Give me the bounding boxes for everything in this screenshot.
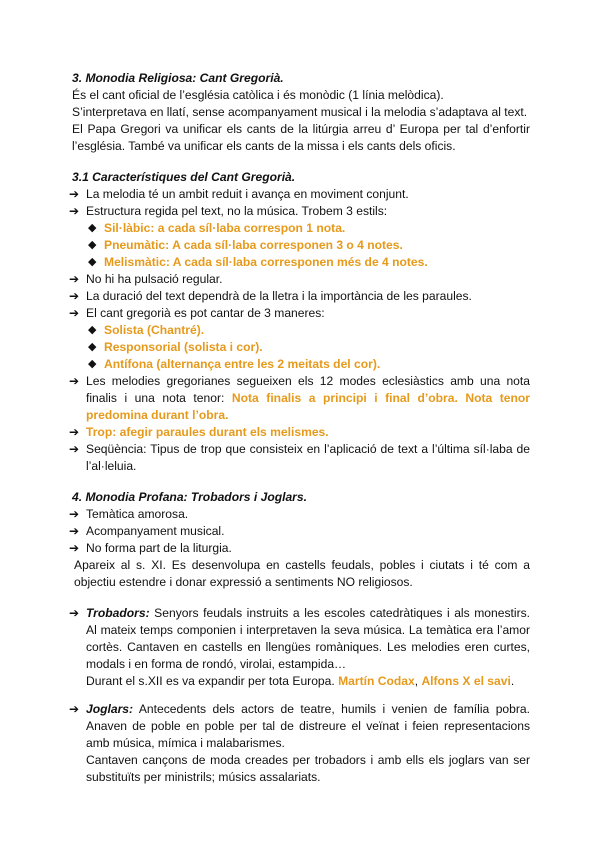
sub-bullet-item: ◆ Sil·làbic: a cada síl·laba correspon 1 nota. — [88, 221, 346, 235]
arrow-icon: ➔ — [69, 507, 80, 521]
bullet-item: ➔ Seqüència: Tipus de trop que consisteix en l’aplicació de text a l’última síl·laba de l’al·leluia. — [69, 442, 530, 473]
diamond-icon: ◆ — [88, 239, 97, 251]
arrow-icon: ➔ — [69, 272, 80, 286]
arrow-icon: ➔ — [69, 374, 80, 388]
diamond-icon: ◆ — [88, 256, 97, 268]
sub-bullet-item: ◆ Solista (Chantré). — [88, 323, 205, 337]
bullet-item: ➔ La melodia té un ambit reduit i avança en moviment conjunt. — [69, 187, 409, 201]
arrow-icon: ➔ — [69, 541, 80, 555]
name-link: Martín Codax — [338, 674, 415, 688]
trobadors-item: ➔ Trobadors: Senyors feudals instruits a les escoles catedràtiques i als monestirs. Al mateix temps componien i interpretaven la seva música. La temàtica era l’amor cortès. Cantaven en castells en llengües romàniques. Les melodies eren curtes, modals i en forma de rondó, virolai, estampida… — [69, 606, 530, 671]
arrow-icon: ➔ — [69, 606, 80, 620]
arrow-icon: ➔ — [69, 442, 80, 456]
trobadors-label: Trobadors: — [86, 606, 150, 620]
joglars-item: ➔ Joglars: Antecedents dels actors de teatre, humils i venien de família pobra. Anaven de poble en poble per tal de distreure el veïnat i feien representacions amb música, mímica i malabarismes. — [69, 702, 530, 750]
arrow-icon: ➔ — [69, 425, 80, 439]
highlight-text: Nota finalis a principi i final d’obra. Nota tenor predomina durant l’obra. — [86, 391, 530, 422]
bullet-item: ➔ No hi ha pulsació regular. — [69, 272, 223, 286]
joglars-label: Joglars: — [86, 702, 134, 716]
arrow-icon: ➔ — [69, 524, 80, 538]
document-page — [69, 70, 530, 786]
paragraph: Apareix al s. XI. Es desenvolupa en castells feudals, pobles i ciutats i té com a objectiu estendre i donar expressió a sentiments NO religiosos. — [74, 558, 530, 589]
bullet-item: ➔ La duració del text dependrà de la lletra i la importància de les paraules. — [69, 289, 472, 303]
diamond-icon: ◆ — [88, 341, 97, 353]
bullet-item: ➔ Estructura regida pel text, no la música. Trobem 3 estils: — [69, 204, 388, 218]
sub-bullet-item: ◆ Pneumàtic: A cada síl·laba corresponen 3 o 4 notes. — [88, 238, 403, 252]
paragraph: S’interpretava en llatí, sense acompanyament musical i la melodia s’adaptava al text. — [72, 105, 528, 119]
section-3-title: 3. Monodia Religiosa: Cant Gregorià. — [72, 71, 284, 85]
diamond-icon: ◆ — [88, 358, 97, 370]
name-link: Alfons X el savi — [421, 674, 511, 688]
bullet-item: ➔ El cant gregorià es pot cantar de 3 maneres: — [69, 306, 325, 320]
bullet-item: ➔ No forma part de la liturgia. — [69, 541, 232, 555]
arrow-icon: ➔ — [69, 187, 80, 201]
sub-bullet-item: ◆ Responsorial (solista i cor). — [88, 340, 263, 354]
diamond-icon: ◆ — [88, 222, 97, 234]
section-3-1-title: 3.1 Característiques del Cant Gregorià. — [72, 170, 296, 184]
arrow-icon: ➔ — [69, 306, 80, 320]
joglars-followup: Cantaven cançons de moda creades per trobadors i amb ells els joglars van ser substituïts per ministrils; músics assalariats. — [86, 753, 530, 784]
arrow-icon: ➔ — [69, 289, 80, 303]
bullet-item: ➔ Temàtica amorosa. — [69, 507, 189, 521]
bullet-item: ➔ Acompanyament musical. — [69, 524, 225, 538]
arrow-icon: ➔ — [69, 204, 80, 218]
paragraph: El Papa Gregori va unificar els cants de la litúrgia arreu d’ Europa per tal d’enfortir l’església. També va unificar els cants de la missa i els cants dels oficis. — [72, 122, 530, 153]
sub-bullet-item: ◆ Melismàtic: A cada síl·laba corresponen més de 4 notes. — [88, 255, 428, 269]
trobadors-followup: Durant el s.XII es va expandir per tota Europa. Martín Codax, Alfons X el savi. — [86, 674, 515, 688]
arrow-icon: ➔ — [69, 702, 80, 716]
diamond-icon: ◆ — [88, 324, 97, 336]
bullet-item: ➔ Trop: afegir paraules durant els melismes. — [69, 425, 329, 439]
sub-bullet-item: ◆ Antífona (alternança entre les 2 meitats del cor). — [88, 357, 381, 371]
bullet-item: ➔ Les melodies gregorianes segueixen els 12 modes eclesiàstics amb una nota finalis i una nota tenor: Nota finalis a principi i final d’obra. Nota tenor predomina durant l’obra. — [69, 374, 530, 422]
paragraph: És el cant oficial de l’església catòlica i és monòdic (1 línia melòdica). — [72, 88, 444, 102]
section-4-title: 4. Monodia Profana: Trobadors i Joglars. — [72, 490, 307, 504]
